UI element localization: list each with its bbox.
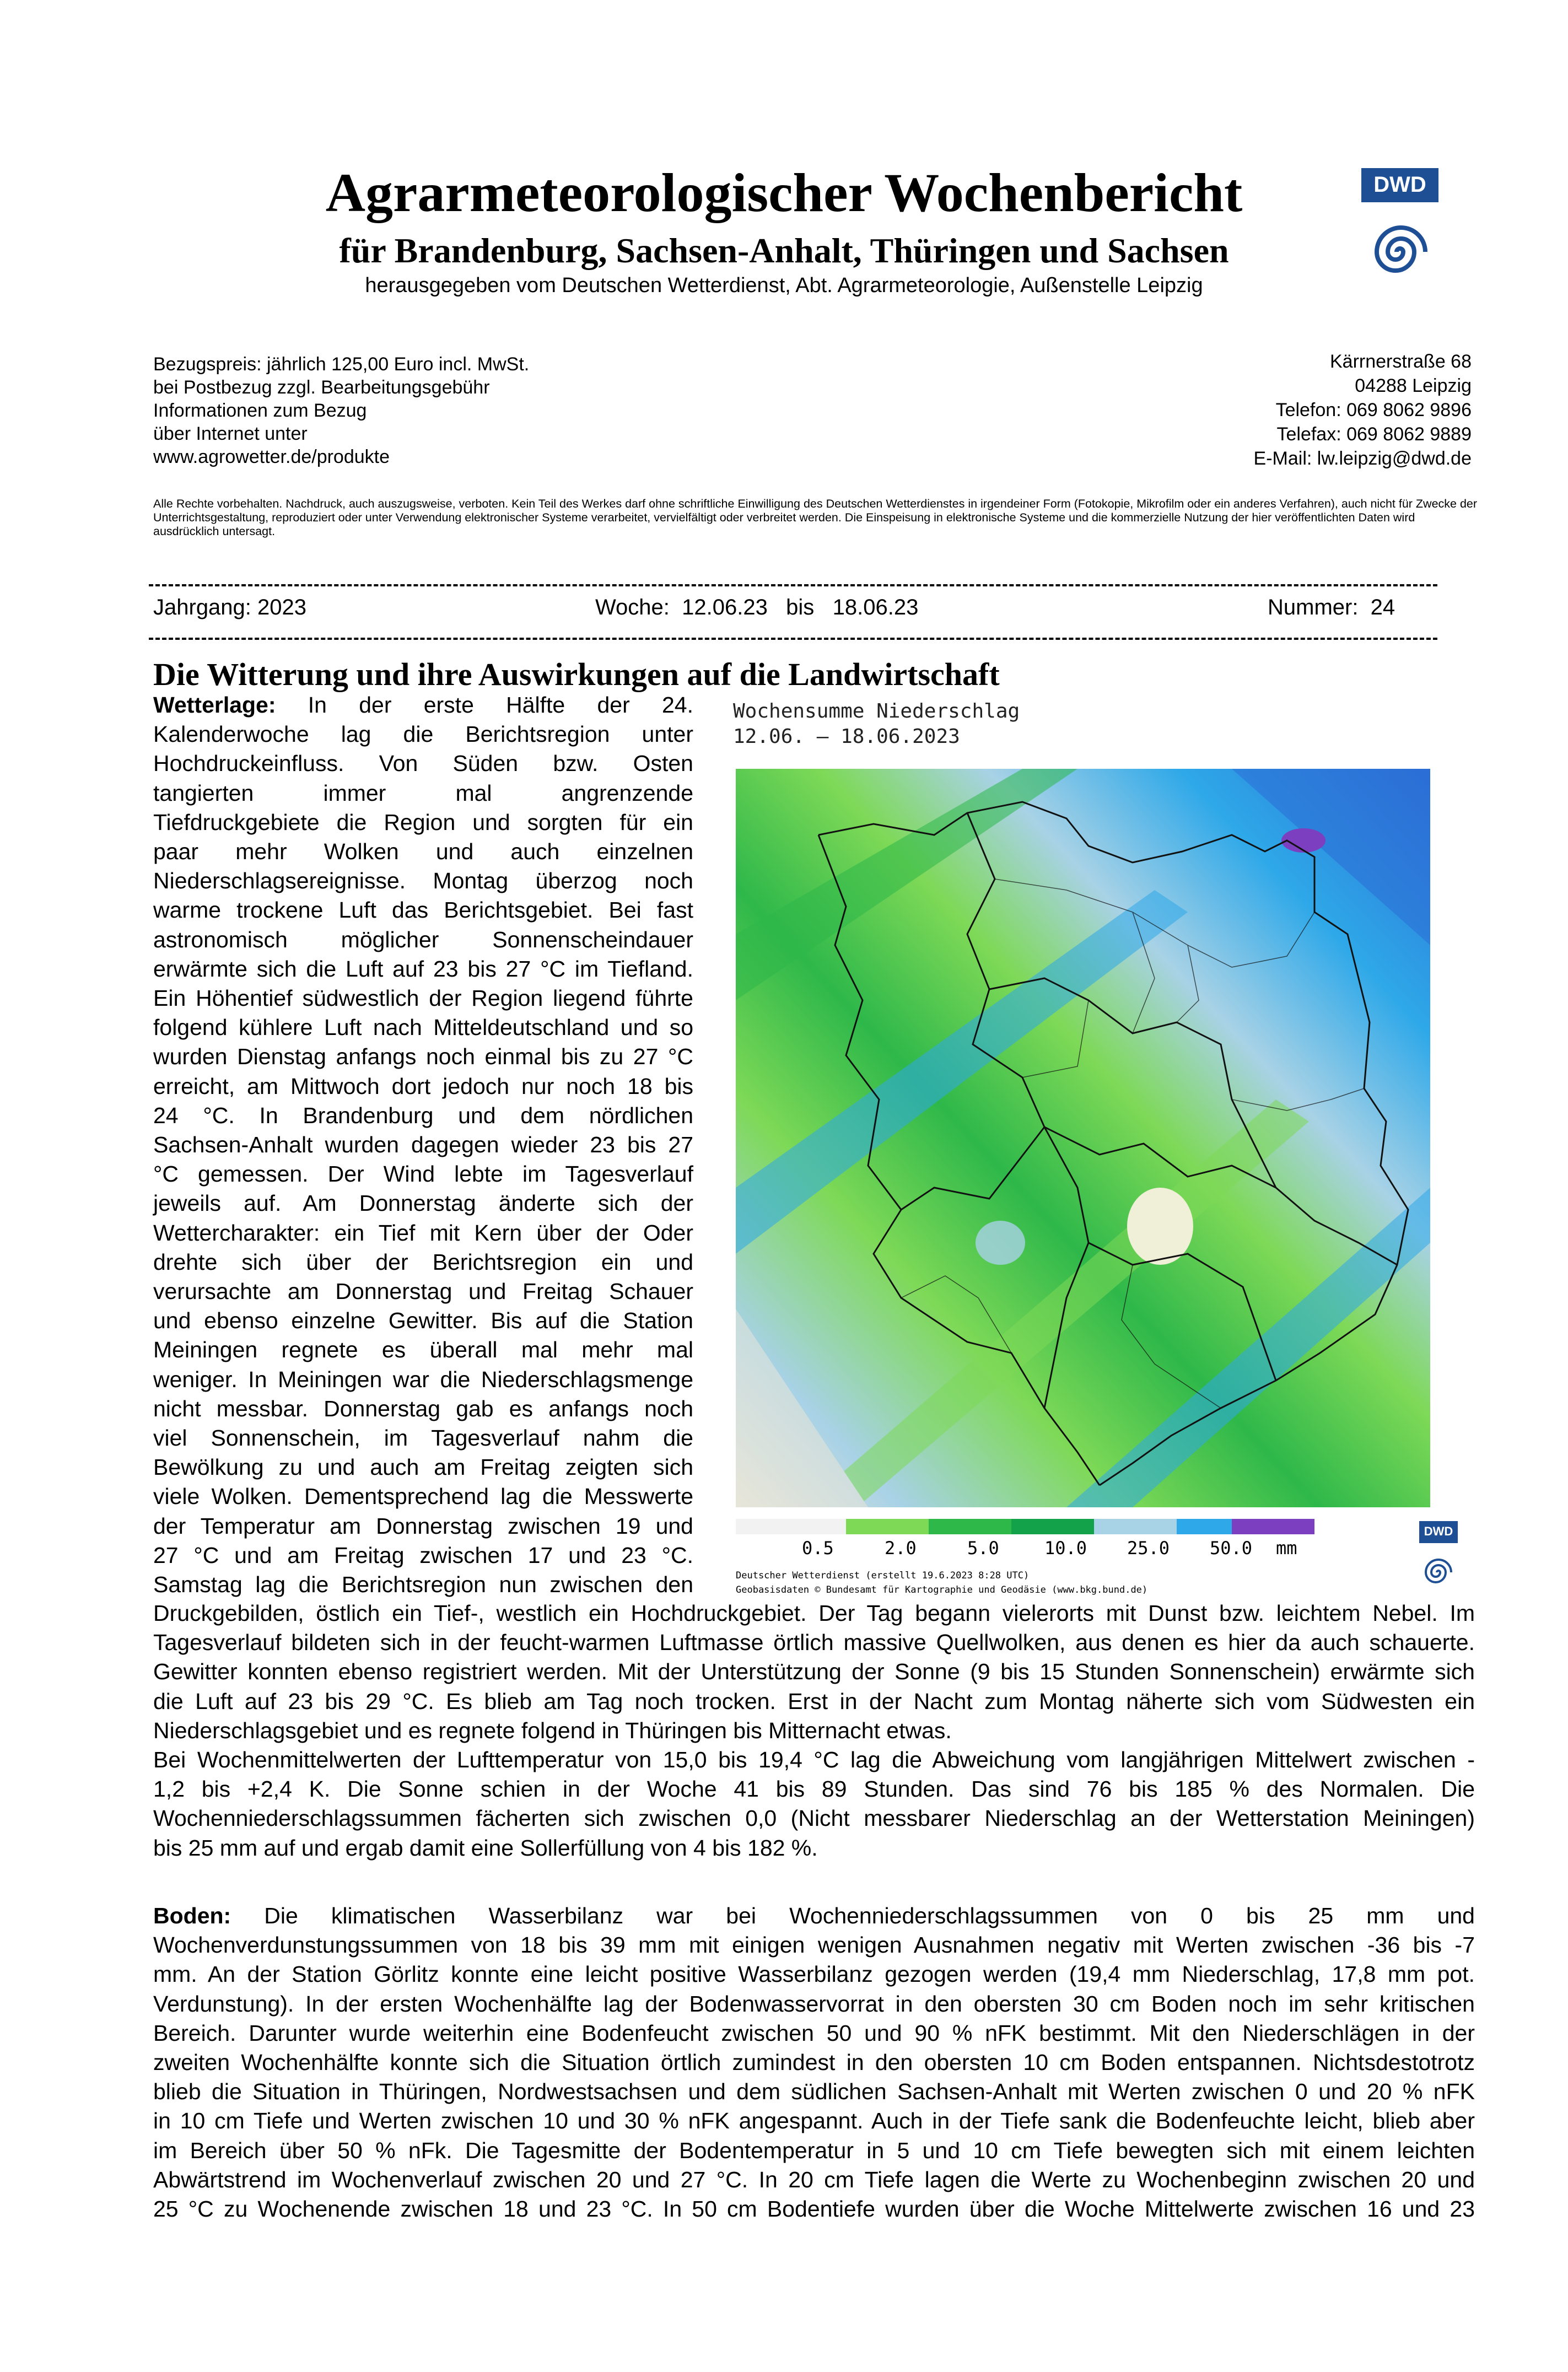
text-line: 25 °C zu Wochenende zwischen 18 und 23 °C. In 50 cm Bodentiefe wurden über die Woche Mittelwerte zwischen 16 und 23 [153,2196,1475,2222]
address-phone: Telefon: 069 8062 9896 [1275,400,1472,421]
text-line: mm. An der Station Görlitz konnte eine leicht positive Wasserbilanz gezogen werden (19,4 mm Niederschlag, 17,8 mm pot. [153,1961,1475,1987]
map-title-line: Wochensumme Niederschlag [733,700,1020,723]
legend-swatch [736,1519,846,1534]
divider [149,584,1437,586]
text-line: verursachte am Donnerstag und Freitag Schauer [153,1279,693,1304]
text-line: nicht messbar. Donnerstag gab es anfangs noch [153,1395,693,1421]
text-line: Niederschlagsereignisse. Montag überzog noch [153,868,693,894]
text-line: 24 °C. In Brandenburg und dem nördlichen [153,1102,693,1128]
divider [149,638,1437,640]
text-line: paar mehr Wolken und auch einzelnen [153,839,693,865]
text-line: Wochenverdunstungssummen von 18 bis 39 mm mit einigen wenigen Ausnahmen negativ mit Werten zwischen -36 bis -7 [153,1932,1475,1958]
rights-notice: Alle Rechte vorbehalten. Nachdruck, auch auszugsweise, verboten. Kein Teil des Werkes darf ohne schriftliche Einwilligung des Deutschen Wetterdienstes in irgendeiner Form (Fotokopie, Mikrofilm oder ein anderes Verfahren), auch nicht für Zwecke der Unterrichtsgestaltung, reproduziert oder unter Verwendung elektronischer Systeme verarbeitet, vervielfältigt oder verbreitet werden. Die Einspeisung in elektronische Systeme und die kommerzielle Nutzung der hier veröffentlichten Daten wird ausdrücklich untersagt. [153,497,1478,538]
text-line: erwärmte sich die Luft auf 23 bis 27 °C im Tiefland. [153,956,693,982]
subscription-line: Informationen zum Bezug [153,400,367,421]
text-line: Abwärtstrend im Wochenverlauf zwischen 20 und 27 °C. In 20 cm Tiefe lagen die Werte zu Wochenbeginn zwischen 20 und [153,2166,1475,2192]
subscription-line: über Internet unter [153,423,308,444]
text-line [153,1901,1475,1931]
issue-number: Nummer: 24 [1268,595,1395,619]
issue-year: Jahrgang: 2023 [153,595,307,619]
map-title [733,699,1020,750]
report-subtitle: für Brandenburg, Sachsen-Anhalt, Thüringen und Sachsen [339,231,1229,270]
address-street: Kärrnerstraße 68 [1330,351,1472,372]
section-heading: Die Witterung und ihre Auswirkungen auf die Landwirtschaft [153,656,1000,692]
legend-tick: 10.0 [1044,1538,1087,1559]
text-line: folgend kühlere Luft nach Mitteldeutschland und so [153,1015,693,1041]
text-line: Samstag lag die Berichtsregion nun zwischen den [153,1572,693,1598]
text-line: im Bereich über 50 % nFk. Die Tagesmitte der Bodentemperatur in 5 und 10 cm Tiefe bewegten sich mit einem leichten [153,2137,1475,2163]
dwd-swirl-icon [1370,208,1430,296]
text-line: jeweils auf. Am Donnerstag änderte sich der [153,1190,693,1216]
text-line: 27 °C und am Freitag zwischen 17 und 23 °C. [153,1542,693,1568]
map-credit-line: Deutscher Wetterdienst (erstellt 19.6.2023 8:28 UTC) [736,1570,1030,1581]
map-dwd-logo [1419,1521,1458,1604]
wetterlage-continuation [153,1599,1475,1863]
precipitation-map [736,769,1430,1507]
text-line: Wettercharakter: ein Tief mit Kern über der Oder [153,1220,693,1246]
address-email[interactable]: E-Mail: lw.leipzig@dwd.de [1253,448,1472,469]
text-line: astronomisch möglicher Sonnenscheindauer [153,926,693,952]
text-line: wurden Dienstag anfangs noch einmal bis zu 27 °C [153,1044,693,1070]
text-line: viele Wolken. Dementsprechend lag die Messwerte [153,1484,693,1510]
text-line: in 10 cm Tiefe und Werten zwischen 10 und 30 % nFK angespannt. Auch in der Tiefe sank die Bodenfeuchte leicht, blieb aber [153,2108,1475,2134]
legend-tick: 2.0 [885,1538,917,1559]
text-line: tangierten immer mal angrenzende [153,780,693,806]
subscription-line: Bezugspreis: jährlich 125,00 Euro incl. MwSt. [153,354,530,375]
boden-section [153,1901,1475,2224]
legend-tick: 50.0 [1210,1538,1253,1559]
text-line: Sachsen-Anhalt wurden dagegen wieder 23 bis 27 [153,1132,693,1158]
text-line [153,691,693,720]
legend-swatch [1011,1519,1094,1534]
map-logo-text: DWD [1424,1524,1453,1538]
text-line: Tagesverlauf bildeten sich in der feucht-warmen Luftmasse örtlich massive Quellwolken, aus denen es hier da auch schauerte. [153,1630,1475,1656]
legend-swatch [846,1519,929,1534]
map-legend-bar [736,1519,1314,1534]
text-line: und ebenso einzelne Gewitter. Bis auf die Station [153,1308,693,1334]
subscription-line: bei Postbezug zzgl. Bearbeitungsgebühr [153,377,490,398]
publisher-line: herausgegeben vom Deutschen Wetterdienst, Abt. Agrarmeteorologie, Außenstelle Leipzig [365,274,1203,297]
text-line: zweiten Wochenhälfte konnte sich die Situation örtlich zumindest in den obersten 10 cm Boden entspannen. Nichtsdestotrotz [153,2050,1475,2076]
text-line: Verdunstung). In der ersten Wochenhälfte lag der Bodenwasservorrat in den obersten 30 cm Boden noch im sehr kritischen [153,1991,1475,2017]
report-title: Agrarmeteorologischer Wochenbericht [325,162,1243,223]
text-line: der Temperatur am Donnerstag zwischen 19 und [153,1513,693,1539]
text-line: °C gemessen. Der Wind lebte im Tagesverlauf [153,1161,693,1187]
text-run: Die klimatischen Wasserbilanz war bei Wochenniederschlagssummen von 0 bis 25 mm und [264,1903,1475,1928]
text-line: Bereich. Darunter wurde weiterhin eine Bodenfeucht zwischen 50 und 90 % nFK bestimmt. Mit den Niederschlägen in der [153,2020,1475,2046]
section-label: Boden: [153,1903,231,1928]
text-line: weniger. In Meiningen war die Niederschlagsmenge [153,1366,693,1392]
legend-tick: 0.5 [802,1538,834,1559]
text-line: warme trockene Luft das Berichtsgebiet. Bei fast [153,897,693,923]
text-line: viel Sonnenschein, im Tagesverlauf nahm die [153,1425,693,1451]
text-line: Meiningen regnete es überall mal mehr mal [153,1337,693,1363]
text-line: die Luft auf 23 bis 29 °C. Es blieb am Tag noch trocken. Erst in der Nacht zum Montag näherte sich vom Südwesten ein [153,1688,1475,1714]
text-line: Kalenderwoche lag die Berichtsregion unter [153,721,693,747]
issue-week: Woche: 12.06.23 bis 18.06.23 [595,595,919,619]
subscription-info [153,353,529,468]
text-line: Niederschlagsgebiet und es regnete folgend in Thüringen bis Mitternacht etwas. [153,1717,952,1743]
text-line: erreicht, am Mittwoch dort jedoch nur noch 18 bis [153,1073,693,1099]
dwd-logo-text: DWD [1373,172,1426,197]
text-run: In der erste Hälfte der 24. [308,692,693,718]
map-dwd-swirl-icon [1422,1548,1455,1597]
dwd-logo [1361,168,1438,300]
legend-swatch [929,1519,1011,1534]
legend-swatch [1232,1519,1314,1534]
text-line: Bewölkung zu und auch am Freitag zeigten sich [153,1454,693,1480]
text-line: Druckgebilden, östlich ein Tief-, westlich ein Hochdruckgebiet. Der Tag begann vielerorts mit Dunst bzw. leichtem Nebel. Im [153,1600,1475,1626]
text-line: Bei Wochenmittelwerten der Lufttemperatur von 15,0 bis 19,4 °C lag die Abweichung vom langjährigen Mittelwert zwischen - [153,1747,1475,1773]
text-line: 1,2 bis +2,4 K. Die Sonne schien in der Woche 41 bis 89 Stunden. Das sind 76 bis 185 % des Normalen. Die [153,1776,1475,1802]
contact-address [1254,349,1472,471]
legend-swatch [1094,1519,1177,1534]
map-dry-spot [1127,1188,1193,1265]
legend-tick: 5.0 [967,1538,999,1559]
section-label: Wetterlage: [153,692,276,718]
text-line: Hochdruckeinfluss. Von Süden bzw. Osten [153,751,693,777]
text-line: bis 25 mm auf und ergab damit eine Sollerfüllung von 4 bis 182 %. [153,1835,818,1861]
wetterlage-column [153,691,693,1599]
address-city: 04288 Leipzig [1355,375,1472,396]
subscription-link[interactable]: www.agrowetter.de/produkte [153,446,390,467]
text-line: Wochenniederschlagssummen fächerten sich zwischen 0,0 (Nicht messbarer Niederschlag an der Wetterstation Meiningen) [153,1805,1475,1831]
text-line: Gewitter konnten ebenso registriert werden. Mit der Unterstützung der Sonne (9 bis 15 Stunden Sonnenschein) erwärmte sich [153,1659,1475,1685]
legend-tick: 25.0 [1127,1538,1170,1559]
text-line: blieb die Situation in Thüringen, Nordwestsachsen und dem südlichen Sachsen-Anhalt mit Werten zwischen 0 und 20 % nFK [153,2079,1475,2105]
legend-unit: mm [1276,1538,1297,1559]
map-credit [736,1568,1147,1597]
map-credit-line: Geobasisdaten © Bundesamt für Kartographie und Geodäsie (www.bkg.bund.de) [736,1584,1148,1595]
text-line: Tiefdruckgebiete die Region und sorgten für ein [153,809,693,835]
map-title-period: 12.06. – 18.06.2023 [733,725,960,748]
address-fax: Telefax: 069 8062 9889 [1276,424,1472,445]
text-line: Ein Höhentief südwestlich der Region liegend führte [153,985,693,1011]
text-line: drehte sich über der Berichtsregion ein und [153,1249,693,1275]
